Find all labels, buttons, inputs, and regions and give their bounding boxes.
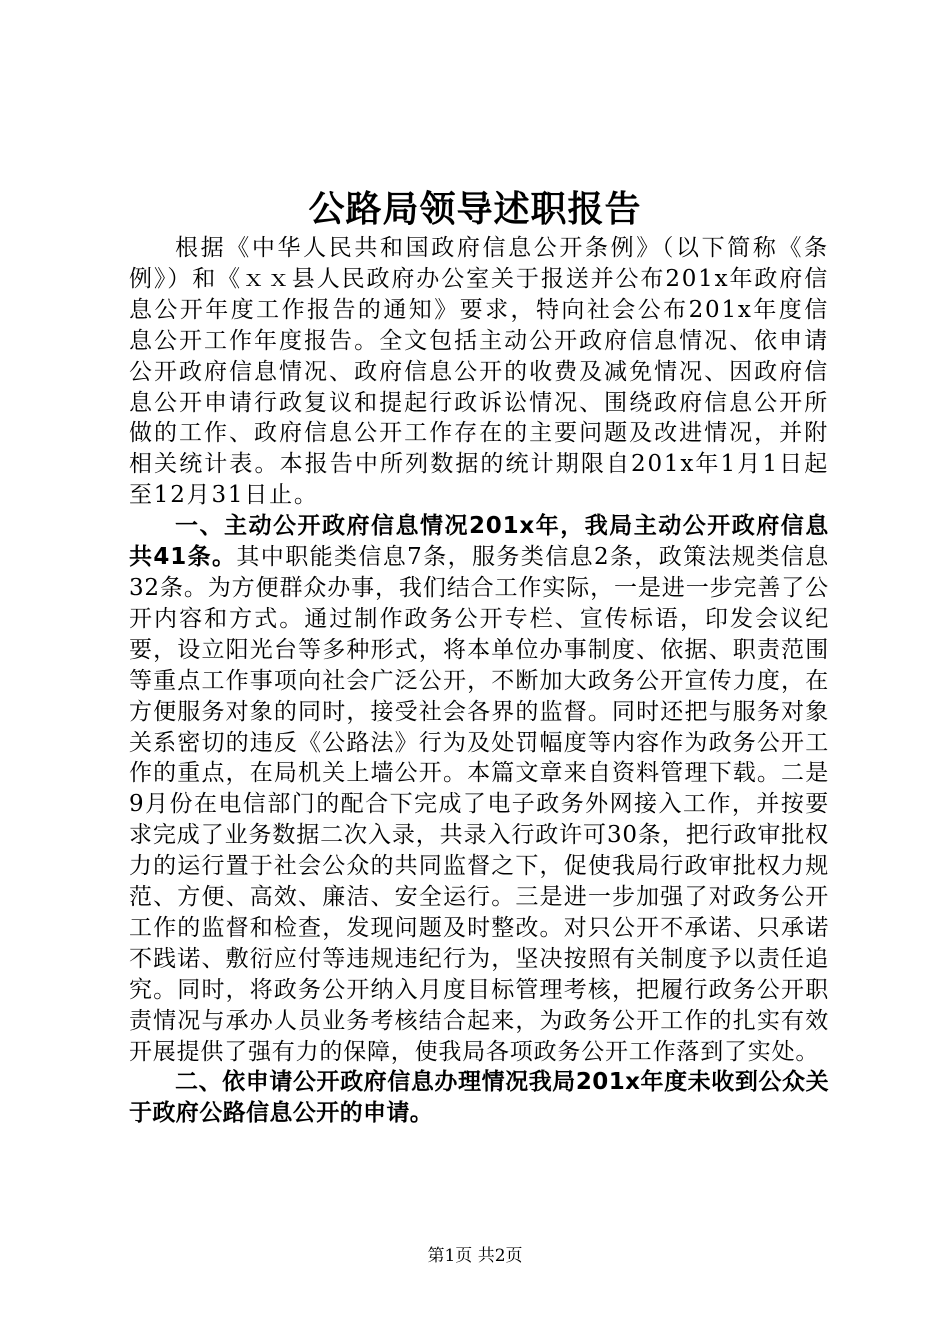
section-2-paragraph: 二、依申请公开政府信息办理情况我局201x年度未收到公众关于政府公路信息公开的申请。 [129, 1069, 829, 1127]
document-title: 公路局领导述职报告 [308, 188, 642, 230]
section-1-heading: 一、主动公开政府信息情况201x年，我局主动公开政府信息共41条。 [129, 513, 829, 571]
intro-paragraph: 根据《中华人民共和国政府信息公开条例》（以下简称《条例》）和《ｘｘ县人民政府办公室关于报送并公布201x年政府信息公开年度工作报告的通知》要求，特向社会公布201x年度信息公开工作年度报告。全文包括主动公开政府信息情况、依申请公开政府信息情况、政府信息公开的收费及减免情况、因政府信息公开申请行政复议和提起行政诉讼情况、围绕政府信息公开所做的工作、政府信息公开工作存在的主要问题及改进情况，并附相关统计表。本报告中所列数据的统计期限自201x年1月1日起至12月31日止。 [129, 235, 829, 509]
document-body [129, 233, 829, 1129]
section-1-body: 其中职能类信息7条，服务类信息2条，政策法规类信息32条。为方便群众办事，我们结合工作实际，一是进一步完善了公开内容和方式。通过制作政务公开专栏、宣传标语，印发会议纪要，设立阳光台等多种形式，将本单位办事制度、依据、职责范围等重点工作事项向社会广泛公开，不断加大政务公开宣传力度，在方便服务对象的同时，接受社会各界的监督。同时还把与服务对象关系密切的违反《公路法》行为及处罚幅度等内容作为政务公开工作的重点，在局机关上墙公开。本篇文章来自资料管理下载。二是9月份在电信部门的配合下完成了电子政务外网接入工作，并按要求完成了业务数据二次入录，共录入行政许可30条，把行政审批权力的运行置于社会公众的共同监督之下，促使我局行政审批权力规范、方便、高效、廉洁、安全运行。三是进一步加强了对政务公开工作的监督和检查，发现问题及时整改。对只公开不承诺、只承诺不践诺、敷衍应付等违规违纪行为，坚决按照有关制度予以责任追究。同时，将政务公开纳入月度目标管理考核，把履行政务公开职责情况与承办人员业务考核结合起来，为政务公开工作的扎实有效开展提供了强有力的保障，使我局各项政务公开工作落到了实处。 [129, 544, 829, 1065]
page-footer: 第1页 共2页 [427, 1246, 523, 1266]
section-1-paragraph [129, 511, 829, 1067]
